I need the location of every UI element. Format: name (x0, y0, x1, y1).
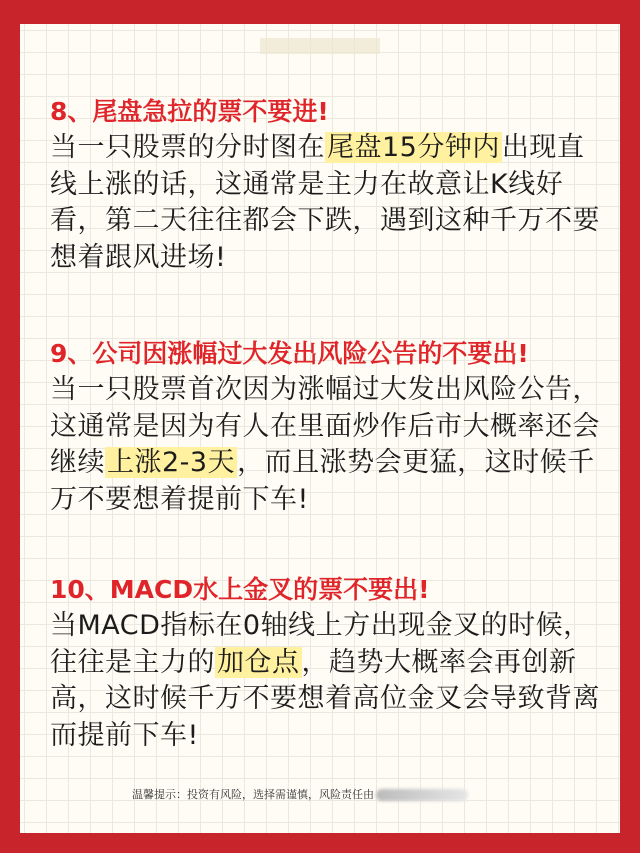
body-text: 当一只股票首次因为涨幅过大发出风险公告，这通常是因为有人在里面炒作后市大概率还会继续 (50, 374, 600, 478)
body-text: ，趋势大概率会再创新高，这时候千万不要想着高位金叉会导致背离而提前下车! (50, 646, 600, 751)
section-body (50, 130, 610, 276)
tape-decoration (260, 38, 380, 54)
tip-section-9 (50, 336, 610, 518)
section-heading: 9、公司因涨幅过大发出风险公告的不要出! (50, 339, 529, 368)
tip-section-8 (50, 94, 610, 276)
highlight-text: 加仓点 (217, 646, 300, 678)
disclaimer-text: 温馨提示：投资有风险，选择需谨慎，风险责任由 (132, 788, 374, 801)
blurred-watermark (376, 789, 468, 801)
section-heading: 8、尾盘急拉的票不要进! (50, 97, 329, 126)
highlight-text: 尾盘15分钟内 (327, 132, 500, 163)
section-heading: 10、MACD水上金叉的票不要出! (50, 575, 430, 604)
risk-disclaimer (132, 786, 468, 802)
content-card (20, 24, 620, 833)
body-text: 当MACD指标在0轴线上方出现金叉的时候，往往是主力的 (50, 610, 591, 678)
body-text: 当一只股票的分时图在 (50, 132, 325, 163)
highlight-text: 上涨2-3天 (107, 447, 236, 478)
body-text: 出现直线上涨的话，这通常是主力在故意让K线好看，第二天往往都会下跌，遇到这种千万不要想着跟风进场! (50, 132, 600, 273)
body-text: ，而且涨势会更猛，这时候千万不要想着提前下车! (50, 447, 595, 515)
tip-section-10 (50, 572, 610, 754)
section-body (50, 372, 610, 518)
section-body (50, 608, 610, 754)
